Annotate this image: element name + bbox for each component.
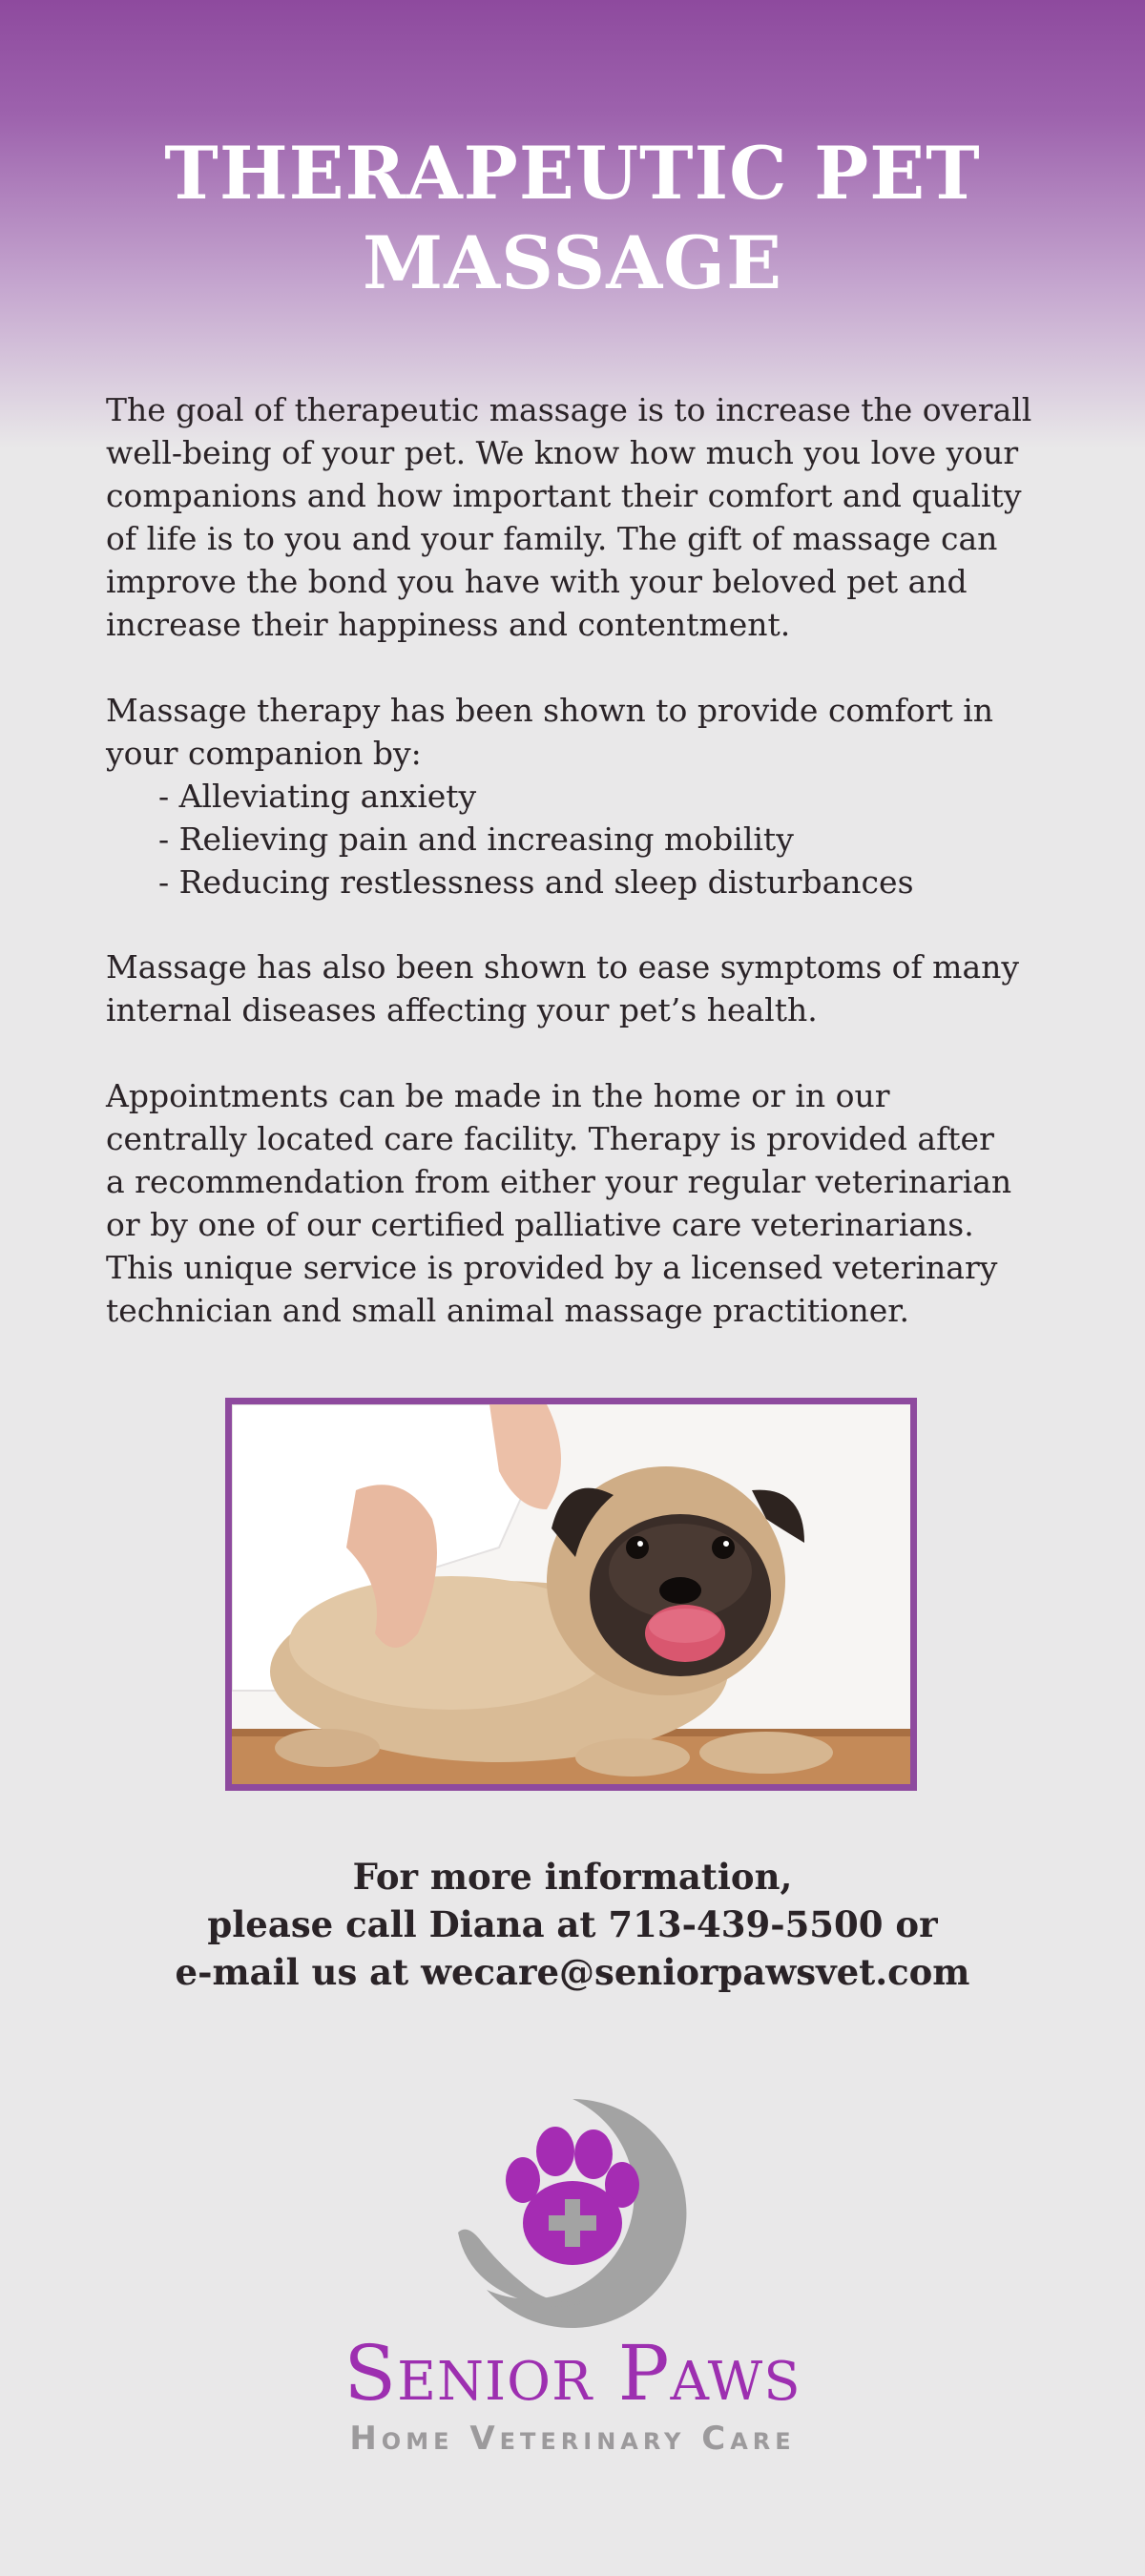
benefit-item: - Alleviating anxiety xyxy=(158,778,477,815)
diseases-paragraph: Massage has also been shown to ease symptoms of many internal diseases affecting your pet’s health. xyxy=(106,948,1020,1028)
contact-info xyxy=(0,1853,1145,1996)
pug-massage-photo xyxy=(225,1398,917,1791)
brand-tagline: Home Veterinary Care xyxy=(349,2420,796,2458)
senior-paws-logo xyxy=(448,2089,697,2337)
contact-phone-line[interactable]: please call Diana at 713-439-5500 or xyxy=(207,1903,938,1945)
title-line-2: MASSAGE xyxy=(363,220,782,305)
page-title xyxy=(0,129,1145,308)
benefit-item: - Reducing restlessness and sleep disturbances xyxy=(158,863,914,901)
contact-line-1: For more information, xyxy=(352,1856,793,1898)
pug-illustration xyxy=(232,1404,910,1784)
contact-email-line[interactable]: e-mail us at wecare@seniorpawsvet.com xyxy=(175,1951,970,1993)
intro-paragraph: The goal of therapeutic massage is to increase the overall well-being of your pet. We know how much you love your companions and how important their comfort and quality of life is to you and your family. The gift of massage can improve the bond you have with your beloved pet and increase their happiness and contentment. xyxy=(106,391,1032,643)
title-line-1: THERAPEUTIC PET xyxy=(164,131,981,216)
brand-name: Senior Paws xyxy=(344,2329,802,2418)
appointments-paragraph: Appointments can be made in the home or in our centrally located care facility. Therapy is provided after a recommendation from either your regular veterinarian or by one of our certified palliative care veterinarians. This unique service is provided by a licensed veterinary technician and small animal massage practitioner. xyxy=(106,1077,1012,1329)
benefit-item: - Relieving pain and increasing mobility xyxy=(158,821,794,858)
benefits-paragraph: Massage therapy has been shown to provide comfort in your companion by: - Alleviating anxiety - Relieving pain and increasing mobility - Reducing restlessness and sleep disturbances xyxy=(106,689,1051,904)
